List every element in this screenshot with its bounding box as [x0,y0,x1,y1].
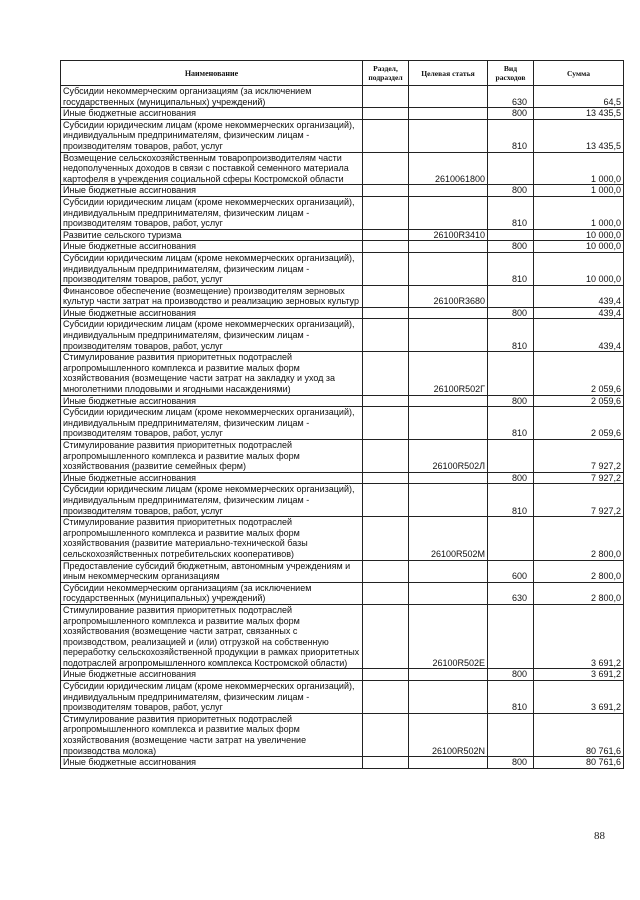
cell-name: Стимулирование развития приоритетных подотраслей агропромышленного комплекса и развитие малых форм хозяйствования (развитие материально-технической базы сельскохозяйственных потребительских кооперативов) [61,517,363,560]
cell-target: 26100R502Г [409,352,488,395]
cell-sum: 439,4 [534,307,624,319]
cell-sum: 2 800,0 [534,560,624,582]
cell-target [409,307,488,319]
cell-section [363,407,409,440]
cell-name: Стимулирование развития приоритетных подотраслей агропромышленного комплекса и развитие малых форм хозяйствования (возмещение части затрат на увеличение производства молока) [61,713,363,756]
cell-vid: 630 [488,86,534,108]
cell-sum: 7 927,2 [534,484,624,517]
cell-sum: 10 000,0 [534,241,624,253]
cell-target [409,669,488,681]
cell-section [363,560,409,582]
cell-sum: 64,5 [534,86,624,108]
cell-target: 26100R502Л [409,440,488,473]
cell-name: Возмещение сельскохозяйственным товаропроизводителям части недополученных доходов в связи с поставкой семенного материала картофеля в учреждения социальной сферы Костромской области [61,152,363,185]
table-row [61,407,624,440]
cell-target [409,196,488,229]
header-target: Целевая статья [409,61,488,86]
cell-target: 26100R3410 [409,229,488,241]
cell-name: Субсидии юридическим лицам (кроме некоммерческих организаций), индивидуальным предпринимателям, физическим лицам - производителям товаров, работ, услуг [61,196,363,229]
cell-target [409,185,488,197]
header-section: Раздел, подраздел [363,61,409,86]
cell-name: Предоставление субсидий бюджетным, автономным учреждениям и иным некоммерческим организациям [61,560,363,582]
cell-section [363,285,409,307]
table-row [61,517,624,560]
cell-vid: 810 [488,319,534,352]
cell-target: 2610061800 [409,152,488,185]
table-row [61,395,624,407]
cell-section [363,119,409,152]
cell-section [363,681,409,714]
cell-section [363,395,409,407]
cell-vid: 800 [488,669,534,681]
cell-vid: 810 [488,252,534,285]
table-row [61,185,624,197]
table-row [61,352,624,395]
cell-sum: 2 059,6 [534,395,624,407]
cell-section [363,757,409,769]
table-row [61,484,624,517]
cell-target: 26100R502N [409,713,488,756]
header-name: Наименование [61,61,363,86]
table-row [61,604,624,669]
table-row [61,108,624,120]
cell-name: Иные бюджетные ассигнования [61,185,363,197]
cell-name: Субсидии юридическим лицам (кроме некоммерческих организаций), индивидуальным предпринимателям, физическим лицам - производителям товаров, работ, услуг [61,484,363,517]
cell-sum: 10 000,0 [534,252,624,285]
cell-target [409,119,488,152]
cell-section [363,582,409,604]
table-row [61,196,624,229]
cell-section [363,86,409,108]
table-row [61,285,624,307]
cell-vid [488,152,534,185]
cell-sum: 1 000,0 [534,185,624,197]
cell-target [409,395,488,407]
table-row [61,229,624,241]
cell-section [363,241,409,253]
cell-target [409,472,488,484]
cell-name: Иные бюджетные ассигнования [61,757,363,769]
cell-name: Субсидии юридическим лицам (кроме некоммерческих организаций), индивидуальным предпринимателям, физическим лицам - производителям товаров, работ, услуг [61,319,363,352]
table-row [61,582,624,604]
cell-name: Иные бюджетные ассигнования [61,395,363,407]
cell-vid: 810 [488,681,534,714]
cell-target: 26100R3680 [409,285,488,307]
budget-table [60,60,624,769]
table-row [61,86,624,108]
cell-vid: 800 [488,307,534,319]
cell-target [409,319,488,352]
page-number: 88 [594,830,605,842]
cell-section [363,440,409,473]
cell-section [363,252,409,285]
cell-sum: 13 435,5 [534,108,624,120]
cell-section [363,517,409,560]
cell-vid [488,517,534,560]
cell-sum: 13 435,5 [534,119,624,152]
cell-target: 26100R502М [409,517,488,560]
table-row [61,152,624,185]
cell-vid [488,352,534,395]
cell-target [409,681,488,714]
table-row [61,472,624,484]
cell-section [363,196,409,229]
cell-section [363,669,409,681]
cell-section [363,713,409,756]
cell-sum: 2 059,6 [534,352,624,395]
cell-vid [488,440,534,473]
cell-section [363,152,409,185]
cell-name: Субсидии юридическим лицам (кроме некоммерческих организаций), индивидуальным предпринимателям, физическим лицам - производителям товаров, работ, услуг [61,119,363,152]
budget-table-sheet [60,60,623,769]
cell-name: Финансовое обеспечение (возмещение) производителям зерновых культур части затрат на производство и реализацию зерновых культур [61,285,363,307]
cell-sum: 439,4 [534,319,624,352]
table-header-row [61,61,624,86]
cell-name: Субсидии некоммерческим организациям (за исключением государственных (муниципальных) учреждений) [61,582,363,604]
table-row [61,241,624,253]
cell-sum: 3 691,2 [534,681,624,714]
cell-vid: 810 [488,484,534,517]
cell-vid: 810 [488,407,534,440]
cell-vid [488,285,534,307]
cell-vid [488,713,534,756]
table-row [61,119,624,152]
cell-vid: 810 [488,196,534,229]
table-row [61,252,624,285]
cell-section [363,484,409,517]
cell-name: Стимулирование развития приоритетных подотраслей агропромышленного комплекса и развитие малых форм хозяйствования (возмещение части затрат, связанных с производством, реализацией и (или) отгрузкой на собственную переработку сельскохозяйственной продукции в рамках приоритетных подотраслей агропромышленного комплекса Костромской области) [61,604,363,669]
cell-name: Иные бюджетные ассигнования [61,307,363,319]
table-row [61,681,624,714]
cell-name: Стимулирование развития приоритетных подотраслей агропромышленного комплекса и развитие малых форм хозяйствования (возмещение части затрат на закладку и уход за многолетними плодовыми и ягодными насаждениями) [61,352,363,395]
cell-name: Иные бюджетные ассигнования [61,108,363,120]
cell-sum: 3 691,2 [534,669,624,681]
cell-sum: 7 927,2 [534,472,624,484]
cell-target [409,108,488,120]
cell-section [363,229,409,241]
cell-vid: 630 [488,582,534,604]
cell-name: Субсидии юридическим лицам (кроме некоммерческих организаций), индивидуальным предпринимателям, физическим лицам - производителям товаров, работ, услуг [61,681,363,714]
table-row [61,440,624,473]
cell-target [409,86,488,108]
cell-sum: 1 000,0 [534,196,624,229]
cell-vid: 800 [488,108,534,120]
table-row [61,307,624,319]
cell-name: Субсидии юридическим лицам (кроме некоммерческих организаций), индивидуальным предпринимателям, физическим лицам - производителям товаров, работ, услуг [61,252,363,285]
cell-sum: 10 000,0 [534,229,624,241]
cell-sum: 7 927,2 [534,440,624,473]
cell-target [409,560,488,582]
cell-vid: 800 [488,757,534,769]
cell-sum: 2 800,0 [534,517,624,560]
cell-sum: 80 761,6 [534,713,624,756]
table-row [61,560,624,582]
cell-section [363,108,409,120]
cell-name: Иные бюджетные ассигнования [61,472,363,484]
cell-vid: 800 [488,185,534,197]
cell-target [409,252,488,285]
cell-vid: 800 [488,472,534,484]
cell-vid: 810 [488,119,534,152]
cell-vid: 800 [488,395,534,407]
cell-sum: 1 000,0 [534,152,624,185]
cell-sum: 3 691,2 [534,604,624,669]
cell-target [409,407,488,440]
cell-vid: 800 [488,241,534,253]
table-row [61,669,624,681]
header-sum: Сумма [534,61,624,86]
table-row [61,757,624,769]
cell-section [363,604,409,669]
cell-target [409,582,488,604]
cell-name: Иные бюджетные ассигнования [61,241,363,253]
cell-sum: 2 059,6 [534,407,624,440]
cell-vid [488,604,534,669]
cell-name: Иные бюджетные ассигнования [61,669,363,681]
cell-sum: 2 800,0 [534,582,624,604]
cell-section [363,307,409,319]
cell-vid: 600 [488,560,534,582]
table-row [61,713,624,756]
cell-target: 26100R502Е [409,604,488,669]
cell-section [363,352,409,395]
cell-section [363,472,409,484]
cell-target [409,757,488,769]
cell-section [363,185,409,197]
cell-target [409,484,488,517]
cell-sum: 80 761,6 [534,757,624,769]
cell-name: Стимулирование развития приоритетных подотраслей агропромышленного комплекса и развитие малых форм хозяйствования (развитие семейных ферм) [61,440,363,473]
header-vid: Вид расходов [488,61,534,86]
cell-target [409,241,488,253]
table-body [61,86,624,769]
cell-name: Развитие сельского туризма [61,229,363,241]
cell-name: Субсидии некоммерческим организациям (за исключением государственных (муниципальных) учреждений) [61,86,363,108]
cell-name: Субсидии юридическим лицам (кроме некоммерческих организаций), индивидуальным предпринимателям, физическим лицам - производителям товаров, работ, услуг [61,407,363,440]
cell-vid [488,229,534,241]
table-row [61,319,624,352]
cell-sum: 439,4 [534,285,624,307]
cell-section [363,319,409,352]
